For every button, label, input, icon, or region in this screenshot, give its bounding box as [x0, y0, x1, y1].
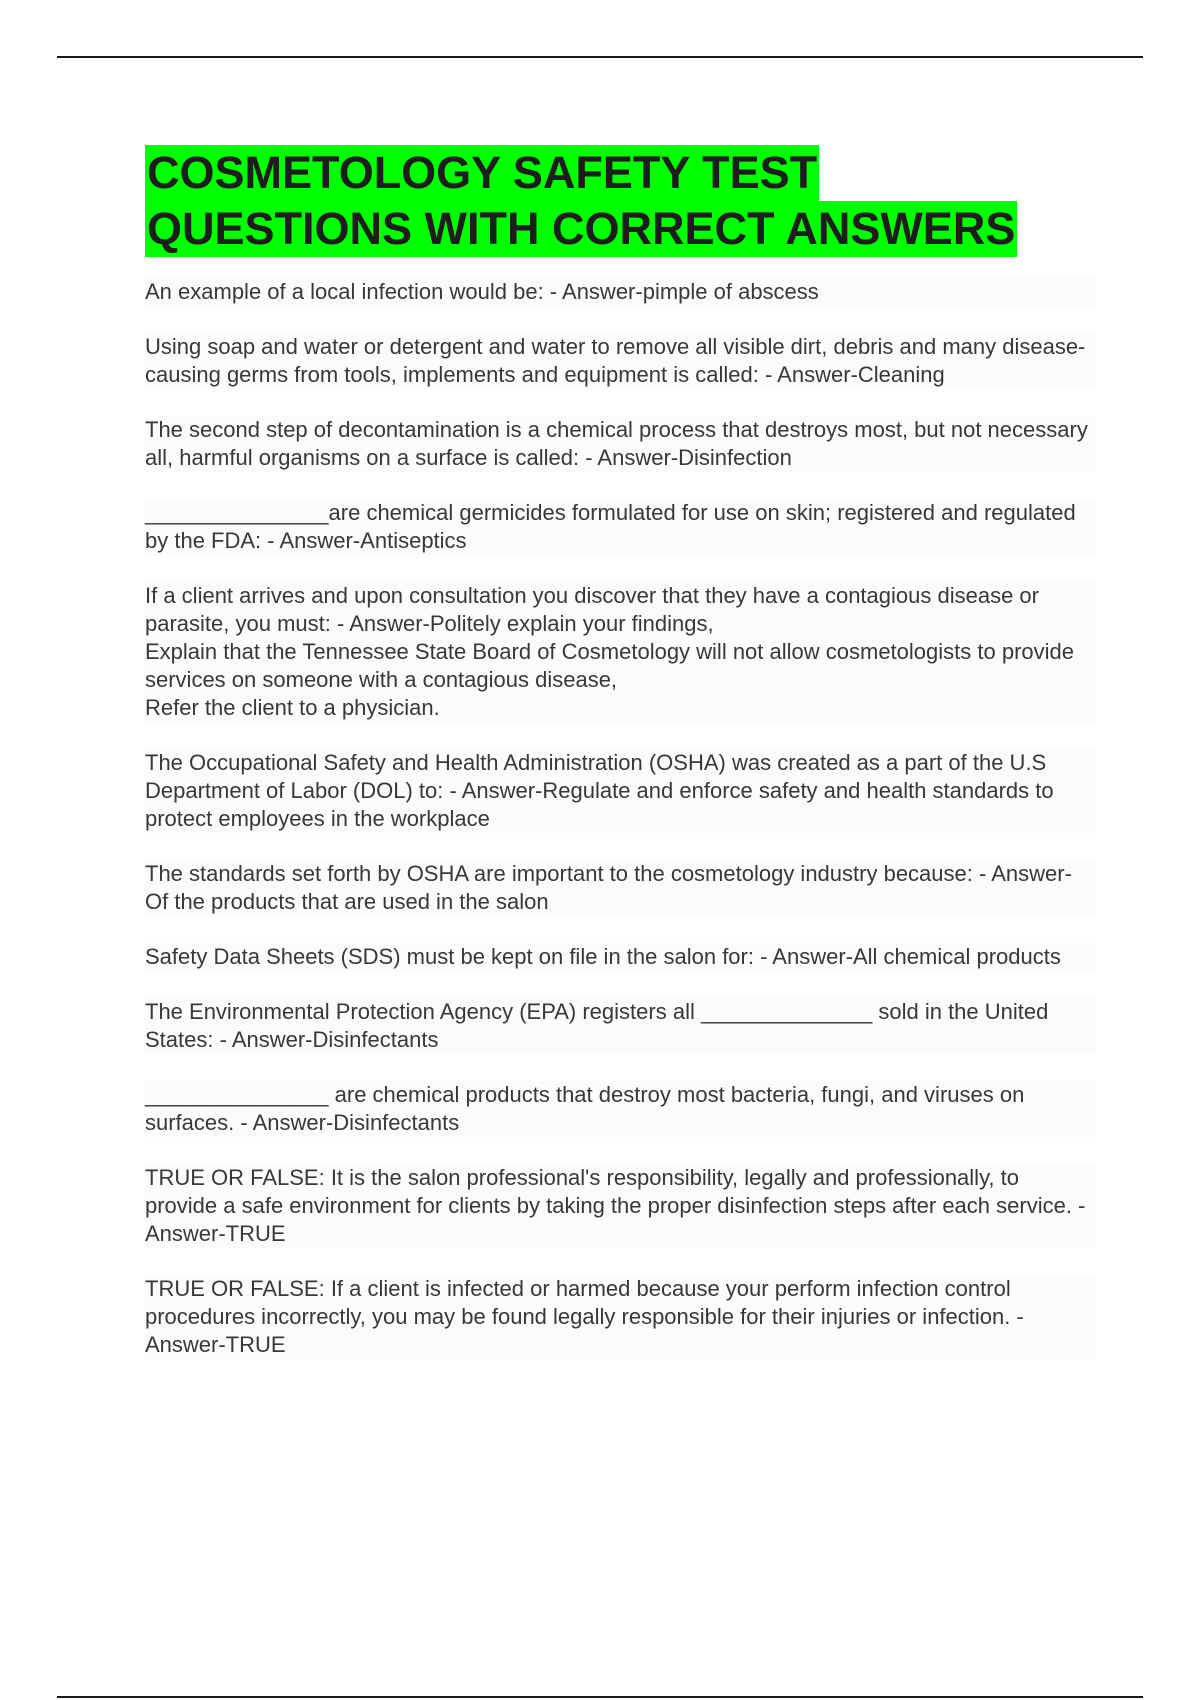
qa-item [145, 416, 1095, 472]
qa-text: An example of a local infection would be: - Answer-pimple of abscess [145, 279, 819, 304]
qa-text: If a client arrives and upon consultation you discover that they have a contagious disease or parasite, you must: - Answer-Politely explain your findings, [145, 583, 1039, 636]
qa-text: Explain that the Tennessee State Board of Cosmetology will not allow cosmetologists to provide services on someone with a contagious disease, [145, 639, 1074, 692]
qa-text: The second step of decontamination is a chemical process that destroys most, but not necessary all, harmful organisms on a surface is called: - Answer-Disinfection [145, 417, 1088, 470]
document-body [145, 145, 1095, 1386]
document-title [145, 145, 1095, 257]
qa-text: Safety Data Sheets (SDS) must be kept on file in the salon for: - Answer-All chemical products [145, 944, 1061, 969]
qa-item [145, 1081, 1095, 1137]
qa-text: TRUE OR FALSE: It is the salon professional's responsibility, legally and professionally, to provide a safe environment for clients by taking the proper disinfection steps after each service. - Answer-TRUE [145, 1165, 1086, 1246]
qa-item [145, 1275, 1095, 1359]
qa-text: The Occupational Safety and Health Administration (OSHA) was created as a part of the U.S Department of Labor (DOL) to: - Answer-Regulate and enforce safety and health standards to protect employees in the workplace [145, 750, 1054, 831]
qa-text: Refer the client to a physician. [145, 695, 440, 720]
qa-item [145, 582, 1095, 722]
qa-text: The Environmental Protection Agency (EPA) registers all ______________ sold in the United States: - Answer-Disinfectants [145, 999, 1049, 1052]
qa-item [145, 333, 1095, 389]
qa-item [145, 943, 1095, 971]
top-rule [57, 56, 1143, 58]
qa-text: Using soap and water or detergent and water to remove all visible dirt, debris and many disease-causing germs from tools, implements and equipment is called: - Answer-Cleaning [145, 334, 1086, 387]
qa-text: _______________are chemical germicides formulated for use on skin; registered and regulated by the FDA: - Answer-Antiseptics [145, 500, 1076, 553]
qa-item [145, 860, 1095, 916]
qa-text: The standards set forth by OSHA are important to the cosmetology industry because: - Answer-Of the products that are used in the salon [145, 861, 1072, 914]
qa-text: _______________ are chemical products that destroy most bacteria, fungi, and viruses on surfaces. - Answer-Disinfectants [145, 1082, 1025, 1135]
qa-item [145, 998, 1095, 1054]
title-line: QUESTIONS WITH CORRECT ANSWERS [145, 201, 1017, 257]
qa-item [145, 1164, 1095, 1248]
qa-text: TRUE OR FALSE: If a client is infected or harmed because your perform infection control procedures incorrectly, you may be found legally responsible for their injuries or infection. - Answer-TRUE [145, 1276, 1024, 1357]
qa-item [145, 499, 1095, 555]
qa-item [145, 278, 1095, 306]
bottom-rule [57, 1696, 1143, 1698]
qa-item [145, 749, 1095, 833]
title-line: COSMETOLOGY SAFETY TEST [145, 145, 819, 201]
